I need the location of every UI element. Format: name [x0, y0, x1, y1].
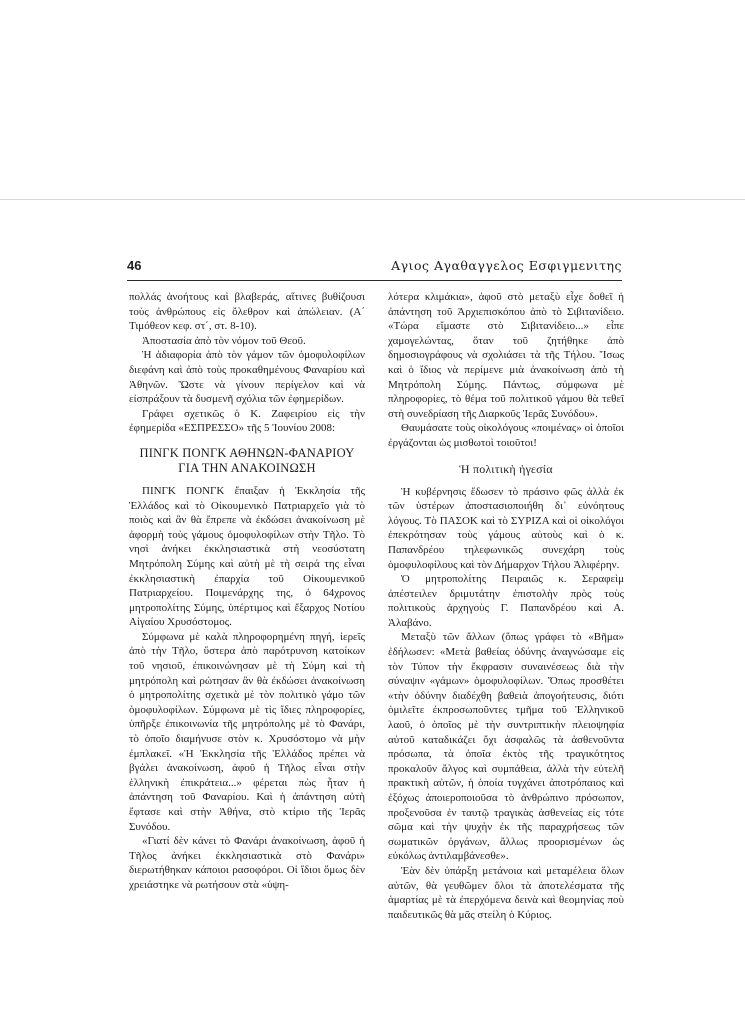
page-header: [127, 258, 622, 278]
paragraph: Σύμφωνα μὲ καλὰ πληροφορημένη πηγή, ἱερεῖς ἀπὸ τὴν Τῆλο, ὕστερα ἀπὸ παρότρυνση κατοίκων τοῦ νησιοῦ, ἐπικοινώνησαν μὲ τὴ Σύμη καὶ τὴ μητρόπολη καὶ ρώτησαν ἂν θὰ ἐκδώσει ἀνακοίνωση ὁ μητροπολίτης σχετικὰ μὲ τὸν πολιτικὸ γάμο τῶν ὁμοφυλοφίλων. Σύμφωνα μὲ τὶς ἴδιες πληροφορίες, ὑπῆρξε ἐπικοινωνία τῆς μητρόπολης μὲ τὸ Φανάρι, τὸ ὁποῖο διαμήνυσε στὸν κ. Χρυσόστομο νὰ μὴν ἐμπλακεῖ. «Ἡ Ἐκκλησία τῆς Ἑλλάδος πρέπει νὰ βγάλει ἀνακοίνωση, ἀφοῦ ἡ Τῆλος εἶναι στὴν ἑλληνικὴ ἐπικράτεια...» φέρεται πὼς ἦταν ἡ ἀπάντηση τοῦ Φαναρίου. Καὶ ἡ ἀπάντηση αὐτὴ ἔφτασε καὶ στὴν Ἀθήνα, στὸ κτίριο τῆς Ἱερᾶς Συνόδου.: [129, 630, 365, 833]
paragraph: «Γιατί δὲν κάνει τὸ Φανάρι ἀνακοίνωση, ἀφοῦ ἡ Τῆλος ἀνήκει ἐκκλησιαστικὰ στὸ Φανάρι» διερωτήθηκαν κάποιοι ρασοφόροι. Οἱ ἴδιοι ὅμως δὲν χρειάστηκε νὰ ρωτήσουν στὰ «ὑψη-: [129, 835, 365, 891]
left-column: [129, 290, 365, 893]
paragraph: Θαυμάσατε τοὺς οἰκολόγους «ποιμένας» οἱ ὁποῖοι ἐργάζονται ὡς μισθωτοὶ τοιοῦτοι!: [388, 422, 624, 449]
paragraph: Ἀποστασία ἀπὸ τὸν νόμον τοῦ Θεοῦ.: [142, 334, 306, 347]
running-title: Αγιος Αγαθαγγελος Εσφιγμενιτης: [391, 258, 622, 273]
paragraph: πολλάς ἀνοήτους καὶ βλαβεράς, αἵτινες βυθίζουσι τοὺς ἀνθρώπους εἰς ὄλεθρον καὶ ἀπώλειαν. (Α΄ Τιμόθεον κεφ. στ΄, στ. 8-10).: [129, 291, 365, 333]
paragraph: λότερα κλιμάκια», ἀφοῦ στὸ μεταξὺ εἶχε δοθεῖ ἡ ἀπάντηση τοῦ Ἀρχιεπισκόπου ἀπὸ τὸ Σιβιτανίδειο. «Τώρα εἴμαστε στὸ Σιβιτανίδειο...» εἶπε χαμογελώντας, ὅταν τοῦ ζητήθηκε ἀπὸ δημοσιογράφους νὰ σχολιάσει τὰ τῆς Τήλου. Ἴσως καὶ ὁ ἴδιος νὰ περίμενε μιὰ ἀνακοίνωση ἀπὸ τὴ Μητρόπολη Σύμης. Πάντως, σύμφωνα μὲ πληροφορίες, τὸ θέμα τοῦ πολιτικοῦ γάμου θὰ τεθεῖ στὴ συνεδρίαση τῆς Διαρκοῦς Ἱερᾶς Συνόδου».: [388, 291, 624, 420]
article-heading-line: ΠΙΝΓΚ ΠΟΝΓΚ ΑΘΗΝΩΝ-ΦΑΝΑΡΙΟΥ: [139, 445, 355, 460]
paragraph: Ἐὰν δὲν ὑπάρξη μετάνοια καὶ μεταμέλεια ὅλων αὐτῶν, θὰ γευθῶμεν ὅλοι τὰ ἀποτελέσματα τῆς ἁμαρτίας μὲ τὰ ἐπερχόμενα δεινὰ καὶ θεομηνίας ποὺ παιδευτικῶς θὰ μᾶς στείλη ὁ Κύριος.: [388, 864, 624, 921]
scan-edge-line: [0, 199, 745, 200]
paragraph: Ἡ ἀδιαφορία ἀπὸ τὸν γάμον τῶν ὁμοφυλοφίλων διεφάνη καὶ ἀπὸ τοὺς προκαθημένους Φαναρίου καὶ Ἀθηνῶν. Ὥστε νὰ γίνουν περίγελον καὶ νὰ εἰσπράξουν τὰ δυσμενῆ σχόλια τῶν ἐφημερίδων.: [129, 349, 365, 406]
paragraph: Γράφει σχετικῶς ὁ Κ. Ζαφειρίου εἰς τὴν ἐφημερίδα «ΕΣΠΡΕΣΣΟ» τῆς 5 Ἰουνίου 2008:: [129, 407, 365, 435]
page-number: 46: [127, 258, 142, 273]
article-heading-line: ΓΙΑ ΤΗΝ ΑΝΑΚΟΙΝΩΣΗ: [178, 460, 316, 475]
paragraph: ΠΙΝΓΚ ΠΟΝΓΚ ἔπαιξαν ἡ Ἐκκλησία τῆς Ἑλλάδος καὶ τὸ Οἰκουμενικὸ Πατριαρχεῖο γιὰ τὸ ποιὸς καὶ ἂν θὰ ἔπρεπε νὰ ἐκδώσει ἀνακοίνωση μὲ ἀφορμὴ τοὺς γάμους ὁμοφυλοφίλων στὴν Τῆλο. Τὸ νησὶ ἀνήκει ἐκκλησιαστικὰ στὴ νεοσύστατη Μητρόπολη Σύμης καὶ αὐτὴ μὲ τὴ σειρά της εἶναι ἐκκλησιαστικὴ ἐπαρχία τοῦ Οἰκουμενικοῦ Πατριαρχείου. Ποιμενάρχης της, ὁ 64χρονος μητροπολίτης Σύμης, ὑπέρτιμος καὶ ἔξαρχος Νοτίου Αἰγαίου Χρυσόστομος.: [129, 484, 365, 629]
section-heading: Ἡ πολιτικὴ ἡγεσία: [459, 461, 553, 476]
article-heading: [129, 446, 365, 476]
header-rule: [127, 280, 622, 281]
paragraph: Μεταξὺ τῶν ἄλλων (ὅπως γράφει τὸ «Βῆμα» ἐδήλωσεν: «Μετὰ βαθείας ὀδύνης ἀναγνώσαμε εἰς τὸν Τύπον τὴν ἔκφρασιν συναινέσεως διὰ τὴν σύναψιν «γάμων» ὁμοφυλοφίλων. Ὅπως προσθέτει «τὴν ὀδύνην διαδέχθη βαθειὰ ἀπογοήτευσις, διότι ὁμιλεῖτε ἐκπροσωποῦντες τμῆμα τοῦ Ἑλληνικοῦ λαοῦ, ὁ ὁποῖος μὲ τὴν συντριπτικὴν πλειοψηφία αὐτοῦ καταδικάζει ὄχι ἀσφαλῶς τὰ ἀσθενοῦντα πρόσωπα, τὰ ὁποῖα ἐκτὸς τῆς τραγικότητος προκαλοῦν ἄλγος καὶ συμπάθεια, ἀλλὰ τὴν εὐτελῆ πρακτικὴ αὐτῶν, ἡ ὁποία τυγχάνει ἀποτρόπαιος καὶ ἐξόχως ἀποιεροποιοῦσα τὸ ἀνθρώπινο πρόσωπον, προξενοῦσα ἐν ταυτῷ τραγικὰς ἀσθενείας εἰς τότε σῶμα καὶ τὴν ψυχὴν ἐκ τῆς παραχρήσεως τῶν σωματικῶν ὀργάνων, ἄλλως προορισμένων ὡς εὐκόλως ἀντιλαμβάνεσθε».: [388, 631, 624, 863]
paragraph: Ἡ κυβέρνησις ἔδωσεν τὸ πράσινο φῶς ἀλλὰ ἐκ τῶν ὑστέρων ἀποστασιοποιήθη δι᾽ εὐνόητους λόγους. Τὸ ΠΑΣΟΚ καὶ τὸ ΣΥΡΙΖΑ καὶ οἱ οἰκολόγοι ἐπεκρότησαν τοὺς γάμους αὐτοὺς καὶ ὁ κ. Παπανδρέου τηλεφωνικῶς συνεχάρη τοὺς ὁμοφυλοφίλους καὶ τὸν Δήμαρχον Τήλου Ἀλιφέρην.: [388, 485, 624, 571]
right-column: [388, 290, 624, 922]
paragraph: Ὁ μητροπολίτης Πειραιῶς κ. Σεραφεὶμ ἀπέστειλεν δριμυτάτην ἐπιστολὴν πρὸς τοὺς πολιτικοὺς ἀρχηγοὺς Γ. Παπανδρέου καὶ Α. Ἀλαβάνο.: [388, 573, 624, 629]
